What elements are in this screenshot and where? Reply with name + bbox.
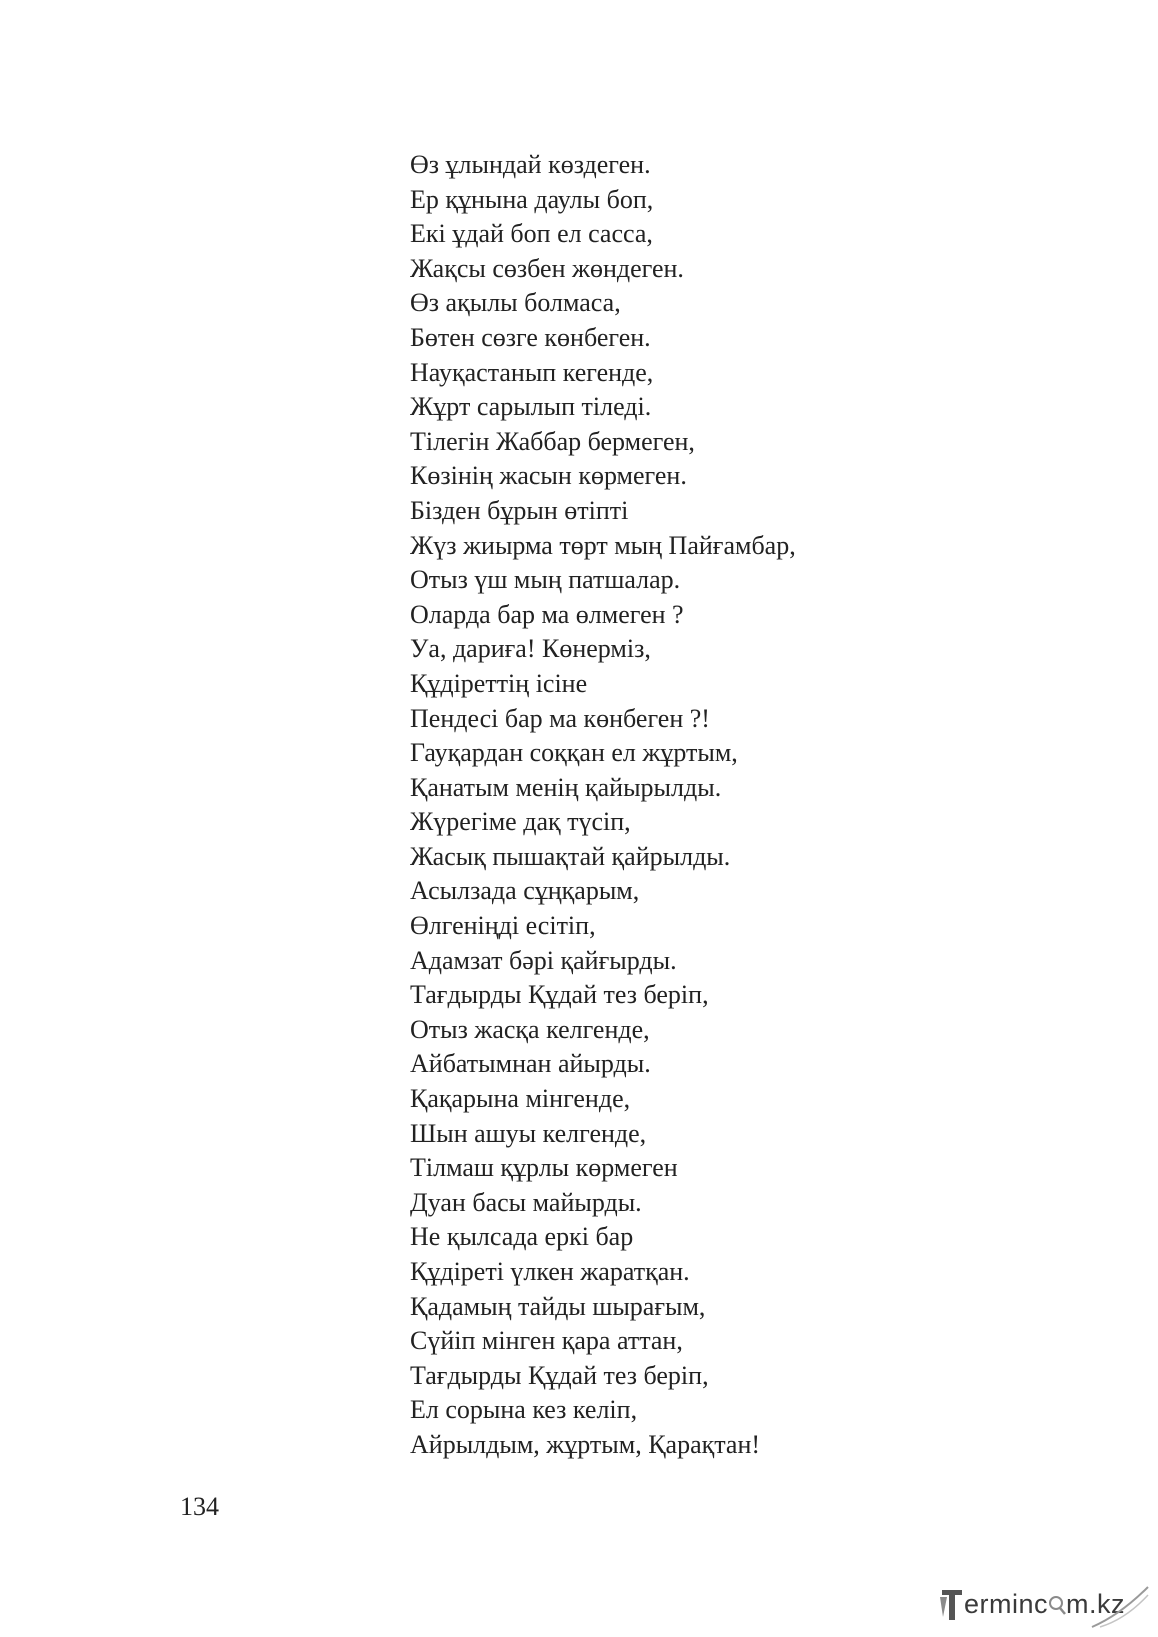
termincom-logo-icon bbox=[940, 1587, 966, 1623]
swoosh-icon bbox=[1090, 1585, 1150, 1629]
poem-text bbox=[410, 148, 796, 1463]
poem-line: Құдіреттің ісіне bbox=[410, 668, 588, 698]
poem-line: Оларда бар ма өлмеген ? bbox=[410, 599, 684, 629]
poem-line: Гауқардан соққан ел жұртым, bbox=[410, 738, 738, 768]
poem-line: Ер құнына даулы боп, bbox=[410, 184, 654, 214]
termincom-watermark bbox=[940, 1585, 1150, 1629]
poem-line: Отыз жасқа келгенде, bbox=[410, 1014, 650, 1044]
poem-line: Тілегін Жаббар бермеген, bbox=[410, 426, 695, 456]
poem-line: Тілмаш құрлы көрмеген bbox=[410, 1153, 678, 1183]
poem-line: Өз ұлындай көздеген. bbox=[410, 150, 651, 179]
poem-line: Екі ұдай боп ел сасса, bbox=[410, 219, 653, 249]
poem-line: Жүз жиырма төрт мың Пайғамбар, bbox=[410, 530, 796, 560]
poem-line: Өз ақылы болмаса, bbox=[410, 288, 621, 318]
poem-line: Уа, дариға! Көнерміз, bbox=[410, 634, 651, 664]
poem-line: Ел сорына кез келіп, bbox=[410, 1395, 638, 1425]
page-number: 134 bbox=[180, 1492, 219, 1521]
poem-line: Сүйіп мінген қара аттан, bbox=[410, 1326, 683, 1356]
poem-line: Жасық пышақтай қайрылды. bbox=[410, 841, 731, 871]
watermark-text: erminc m.kz bbox=[964, 1589, 1126, 1619]
poem-line: Көзінің жасын көрмеген. bbox=[410, 461, 687, 491]
poem-line: Жүрегіме дақ түсіп, bbox=[410, 807, 631, 837]
poem-line: Айбатымнан айырды. bbox=[410, 1049, 651, 1079]
poem-line: Асылзада сұңқарым, bbox=[410, 876, 640, 906]
poem-line: Өлгеніңді есітіп, bbox=[410, 911, 596, 941]
poem-line: Бөтен сөзге көнбеген. bbox=[410, 322, 651, 352]
poem-line: Жақсы сөзбен жөндеген. bbox=[410, 253, 684, 283]
poem-line: Шын ашуы келгенде, bbox=[410, 1118, 647, 1148]
magnifier-icon bbox=[1048, 1594, 1066, 1616]
poem-line: Науқастанып кегенде, bbox=[410, 357, 654, 387]
poem-line: Пендесі бар ма көнбеген ?! bbox=[410, 703, 710, 733]
poem-line: Жұрт сарылып тіледі. bbox=[410, 392, 652, 422]
poem-line: Не қылсада еркі бар bbox=[410, 1222, 634, 1252]
poem-line: Тағдырды Құдай тез беріп, bbox=[410, 1360, 709, 1390]
poem-line: Бізден бұрын өтіпті bbox=[410, 495, 629, 525]
poem-line: Тағдырды Құдай тез беріп, bbox=[410, 980, 709, 1010]
poem-line: Құдіреті үлкен жаратқан. bbox=[410, 1257, 690, 1286]
poem-line: Айрылдым, жұртым, Қарақтан! bbox=[410, 1429, 761, 1459]
poem-line: Дуан басы майырды. bbox=[410, 1187, 642, 1217]
poem-line: Қанатым менің қайырылды. bbox=[410, 772, 722, 802]
poem-line: Отыз үш мың патшалар. bbox=[410, 565, 681, 595]
poem-line: Қадамың тайды шырағым, bbox=[410, 1291, 706, 1321]
poem-line: Қақарына мінгенде, bbox=[410, 1084, 631, 1114]
poem-line: Адамзат бәрі қайғырды. bbox=[410, 945, 677, 975]
